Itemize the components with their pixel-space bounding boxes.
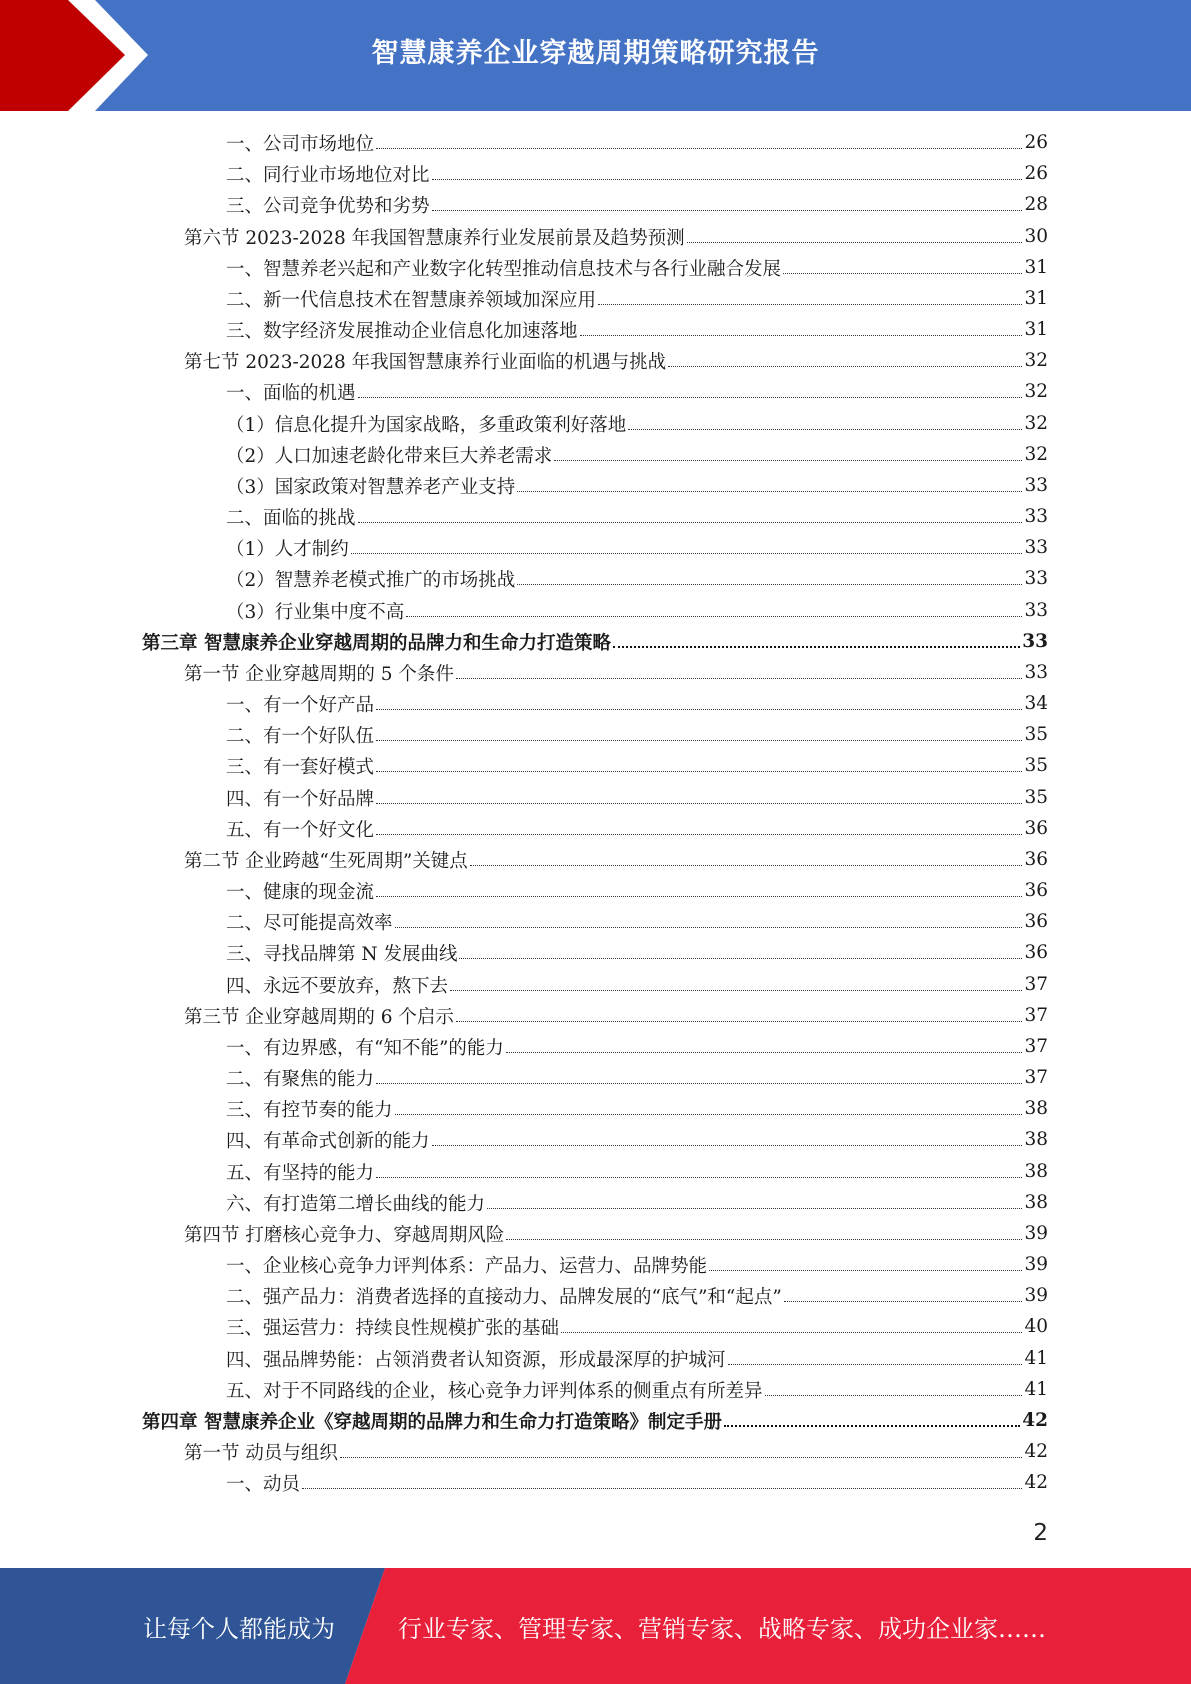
toc-leader-dots (517, 584, 1022, 585)
toc-entry-page: 32 (1024, 381, 1048, 402)
toc-leader-dots (376, 740, 1022, 741)
toc-entry-label: 第二节 企业跨越“生死周期”关键点 (184, 850, 468, 872)
toc-leader-dots (406, 616, 1022, 617)
footer-slogan-left: 让每个人都能成为 (143, 1614, 335, 1643)
toc-entry-label: （1）人才制约 (226, 538, 349, 560)
toc-leader-dots (628, 429, 1022, 430)
toc-entry[interactable] (226, 1374, 1048, 1405)
toc-leader-dots (302, 1488, 1022, 1489)
toc-entry-page: 35 (1024, 787, 1048, 808)
toc-entry-label: 二、面临的挑战 (226, 507, 356, 529)
toc-leader-dots (456, 678, 1023, 679)
toc-entry-label: （1）信息化提升为国家战略，多重政策利好落地 (226, 414, 627, 436)
toc-entry-page: 36 (1024, 818, 1048, 839)
toc-leader-dots (376, 896, 1022, 897)
toc-entry[interactable] (226, 439, 1048, 470)
toc-entry[interactable] (226, 875, 1048, 906)
toc-entry[interactable] (226, 1187, 1048, 1218)
toc-entry-page: 41 (1024, 1348, 1048, 1369)
toc-entry-page: 33 (1024, 600, 1048, 621)
toc-entry[interactable] (226, 408, 1048, 439)
toc-entry[interactable] (184, 221, 1048, 252)
toc-entry-page: 39 (1024, 1223, 1048, 1244)
toc-entry-label: 三、寻找品牌第 N 发展曲线 (226, 943, 458, 965)
toc-entry-label: 第四章 智慧康养企业《穿越周期的品牌力和生命力打造策略》制定手册 (142, 1411, 722, 1433)
toc-leader-dots (376, 771, 1022, 772)
toc-entry[interactable] (226, 1031, 1048, 1062)
toc-leader-dots (506, 1052, 1023, 1053)
report-title: 智慧康养企业穿越周期策略研究报告 (371, 37, 820, 69)
toc-leader-dots (728, 1364, 1023, 1365)
toc-leader-dots (358, 397, 1023, 398)
toc-entry-page: 37 (1024, 1005, 1048, 1026)
toc-leader-dots (432, 179, 1023, 180)
toc-entry-page: 36 (1024, 880, 1048, 901)
toc-entry-page: 38 (1024, 1161, 1048, 1182)
toc-leader-dots (784, 1301, 1023, 1302)
footer-banner (0, 1568, 1191, 1684)
toc-entry-page: 42 (1022, 1410, 1048, 1431)
toc-entry[interactable] (226, 1093, 1048, 1124)
toc-entry-label: 一、动员 (226, 1473, 301, 1495)
toc-entry[interactable] (226, 1311, 1048, 1342)
toc-entry-label: 一、健康的现金流 (226, 881, 375, 903)
toc-leader-dots (487, 1208, 1022, 1209)
header-banner (0, 0, 1191, 111)
toc-entry-page: 33 (1024, 662, 1048, 683)
toc-entry-label: 四、永远不要放弃，熬下去 (226, 975, 449, 997)
toc-entry-label: 一、公司市场地位 (226, 133, 375, 155)
toc-entry-page: 31 (1024, 257, 1048, 278)
toc-leader-dots (340, 1457, 1023, 1458)
toc-entry-page: 32 (1024, 413, 1048, 434)
toc-entry-label: 二、同行业市场地位对比 (226, 164, 430, 186)
toc-entry[interactable] (226, 906, 1048, 937)
toc-entry-page: 28 (1024, 194, 1048, 215)
toc-entry-page: 42 (1024, 1472, 1048, 1493)
toc-entry-label: 六、有打造第二增长曲线的能力 (226, 1193, 486, 1215)
toc-entry-page: 34 (1024, 693, 1048, 714)
toc-entry[interactable] (226, 563, 1048, 594)
toc-entry[interactable] (226, 1249, 1048, 1280)
toc-entry[interactable] (226, 782, 1048, 813)
toc-entry-label: 三、有一套好模式 (226, 756, 375, 778)
toc-leader-dots (395, 1114, 1023, 1115)
toc-entry-label: 五、对于不同路线的企业，核心竞争力评判体系的侧重点有所差异 (226, 1380, 763, 1402)
toc-entry-label: 四、有一个好品牌 (226, 788, 375, 810)
toc-leader-dots (506, 1239, 1022, 1240)
toc-entry[interactable] (184, 657, 1048, 688)
toc-entry[interactable] (226, 158, 1048, 189)
toc-entry-page: 36 (1024, 942, 1048, 963)
toc-entry-page: 32 (1024, 444, 1048, 465)
toc-entry-page: 38 (1024, 1192, 1048, 1213)
toc-entry[interactable] (226, 189, 1048, 220)
toc-entry-page: 36 (1024, 849, 1048, 870)
toc-entry[interactable] (226, 283, 1048, 314)
toc-entry-page: 40 (1024, 1316, 1048, 1337)
toc-entry-page: 38 (1024, 1098, 1048, 1119)
toc-entry-label: 第七节 2023-2028 年我国智慧康养行业面临的机遇与挑战 (184, 351, 667, 373)
toc-entry[interactable] (226, 813, 1048, 844)
toc-entry-label: 四、强品牌势能：占领消费者认知资源，形成最深厚的护城河 (226, 1349, 726, 1371)
page-number: 2 (1033, 1520, 1048, 1546)
toc-entry-page: 33 (1024, 475, 1048, 496)
toc-entry[interactable] (226, 595, 1048, 626)
footer-slogan-right: 行业专家、管理专家、营销专家、战略专家、成功企业家…… (398, 1614, 1046, 1643)
toc-leader-dots (709, 1270, 1022, 1271)
toc-leader-dots (459, 958, 1022, 959)
toc-leader-dots (395, 927, 1023, 928)
toc-leader-dots (358, 522, 1023, 523)
toc-entry[interactable] (184, 345, 1048, 376)
toc-leader-dots (376, 803, 1022, 804)
toc-entry-label: 四、有革命式创新的能力 (226, 1130, 430, 1152)
toc-entry-page: 30 (1024, 226, 1048, 247)
toc-leader-dots (351, 553, 1023, 554)
toc-leader-dots (765, 1395, 1023, 1396)
toc-entry-label: （3）国家政策对智慧养老产业支持 (226, 476, 516, 498)
toc-entry-page: 31 (1024, 319, 1048, 340)
toc-entry[interactable] (226, 1124, 1048, 1155)
toc-entry-page: 35 (1024, 755, 1048, 776)
toc-entry-page: 26 (1024, 163, 1048, 184)
toc-entry-label: 第一节 动员与组织 (184, 1442, 338, 1464)
toc-entry[interactable] (226, 750, 1048, 781)
toc-entry-label: （3）行业集中度不高 (226, 601, 405, 623)
toc-entry-label: 三、公司竞争优势和劣势 (226, 195, 430, 217)
toc-leader-dots (450, 990, 1022, 991)
toc-entry[interactable] (184, 1218, 1048, 1249)
toc-entry-label: 二、新一代信息技术在智慧康养领域加深应用 (226, 289, 597, 311)
toc-entry-page: 37 (1024, 1067, 1048, 1088)
toc-entry[interactable] (184, 844, 1048, 875)
toc-entry[interactable] (226, 470, 1048, 501)
toc-entry-label: 一、智慧养老兴起和产业数字化转型推动信息技术与各行业融合发展 (226, 258, 782, 280)
toc-entry-label: 一、面临的机遇 (226, 382, 356, 404)
toc-entry-label: 一、企业核心竞争力评判体系：产品力、运营力、品牌势能 (226, 1255, 708, 1277)
toc-leader-dots (724, 1425, 1020, 1427)
toc-leader-dots (561, 1332, 1022, 1333)
toc-leader-dots (432, 210, 1023, 211)
toc-entry-page: 42 (1024, 1441, 1048, 1462)
toc-entry[interactable] (226, 376, 1048, 407)
toc-entry-page: 33 (1022, 631, 1048, 652)
toc-entry-page: 37 (1024, 1036, 1048, 1057)
toc-entry-label: 第三章 智慧康养企业穿越周期的品牌力和生命力打造策略 (142, 632, 611, 654)
toc-entry-label: 第四节 打磨核心竞争力、穿越周期风险 (184, 1224, 505, 1246)
toc-entry[interactable] (226, 501, 1048, 532)
toc-entry-page: 36 (1024, 911, 1048, 932)
toc-entry-page: 39 (1024, 1254, 1048, 1275)
toc-entry-label: 第一节 企业穿越周期的 5 个条件 (184, 663, 454, 685)
toc-leader-dots (470, 865, 1023, 866)
toc-entry[interactable] (226, 688, 1048, 719)
toc-entry-label: 一、有边界感，有“知不能”的能力 (226, 1037, 504, 1059)
toc-entry-page: 31 (1024, 288, 1048, 309)
toc-entry-page: 39 (1024, 1285, 1048, 1306)
toc-entry-label: 三、强运营力：持续良性规模扩张的基础 (226, 1317, 560, 1339)
toc-entry[interactable] (226, 127, 1048, 158)
toc-entry-label: 五、有坚持的能力 (226, 1162, 375, 1184)
toc-entry-label: 第三节 企业穿越周期的 6 个启示 (184, 1006, 454, 1028)
toc-entry-page: 32 (1024, 350, 1048, 371)
toc-entry[interactable] (226, 314, 1048, 345)
toc-entry-label: 二、有聚焦的能力 (226, 1068, 375, 1090)
toc-entry-page: 35 (1024, 724, 1048, 745)
toc-entry[interactable] (226, 969, 1048, 1000)
toc-leader-dots (554, 460, 1022, 461)
toc-entry[interactable] (226, 937, 1048, 968)
toc-chapter-entry[interactable] (142, 626, 1048, 657)
toc-leader-dots (598, 304, 1022, 305)
toc-entry-label: 一、有一个好产品 (226, 694, 375, 716)
toc-entry-label: 五、有一个好文化 (226, 819, 375, 841)
toc-entry[interactable] (226, 1156, 1048, 1187)
toc-entry-page: 33 (1024, 506, 1048, 527)
toc-chapter-entry[interactable] (142, 1405, 1048, 1436)
toc-leader-dots (376, 1083, 1022, 1084)
toc-entry-page: 41 (1024, 1379, 1048, 1400)
toc-leader-dots (517, 491, 1022, 492)
toc-entry[interactable] (184, 1436, 1048, 1467)
toc-entry[interactable] (184, 1000, 1048, 1031)
toc-entry[interactable] (226, 719, 1048, 750)
toc-leader-dots (580, 335, 1023, 336)
toc-leader-dots (456, 1021, 1023, 1022)
toc-entry[interactable] (226, 1467, 1048, 1498)
toc-entry-label: 第六节 2023-2028 年我国智慧康养行业发展前景及趋势预测 (184, 227, 685, 249)
toc-entry[interactable] (226, 532, 1048, 563)
toc-entry-label: （2）智慧养老模式推广的市场挑战 (226, 569, 516, 591)
toc-entry-page: 37 (1024, 974, 1048, 995)
toc-entry[interactable] (226, 1280, 1048, 1311)
toc-leader-dots (376, 834, 1022, 835)
toc-leader-dots (376, 148, 1022, 149)
toc-leader-dots (376, 709, 1022, 710)
toc-leader-dots (783, 273, 1022, 274)
toc-entry-label: 二、有一个好队伍 (226, 725, 375, 747)
toc-entry-label: 二、强产品力：消费者选择的直接动力、品牌发展的“底气”和“起点” (226, 1286, 782, 1308)
toc-entry-label: 三、数字经济发展推动企业信息化加速落地 (226, 320, 578, 342)
toc-entry-page: 33 (1024, 568, 1048, 589)
toc-entry[interactable] (226, 1343, 1048, 1374)
toc-leader-dots (613, 646, 1020, 648)
toc-leader-dots (432, 1145, 1023, 1146)
toc-entry-label: （2）人口加速老龄化带来巨大养老需求 (226, 445, 553, 467)
toc-entry[interactable] (226, 1062, 1048, 1093)
toc-entry-page: 33 (1024, 537, 1048, 558)
toc-leader-dots (668, 366, 1022, 367)
toc-entry[interactable] (226, 252, 1048, 283)
toc-entry-label: 三、有控节奏的能力 (226, 1099, 393, 1121)
toc-entry-page: 26 (1024, 132, 1048, 153)
toc-leader-dots (687, 242, 1023, 243)
toc-entry-page: 38 (1024, 1129, 1048, 1150)
toc-entry-label: 二、尽可能提高效率 (226, 912, 393, 934)
toc-leader-dots (376, 1177, 1022, 1178)
